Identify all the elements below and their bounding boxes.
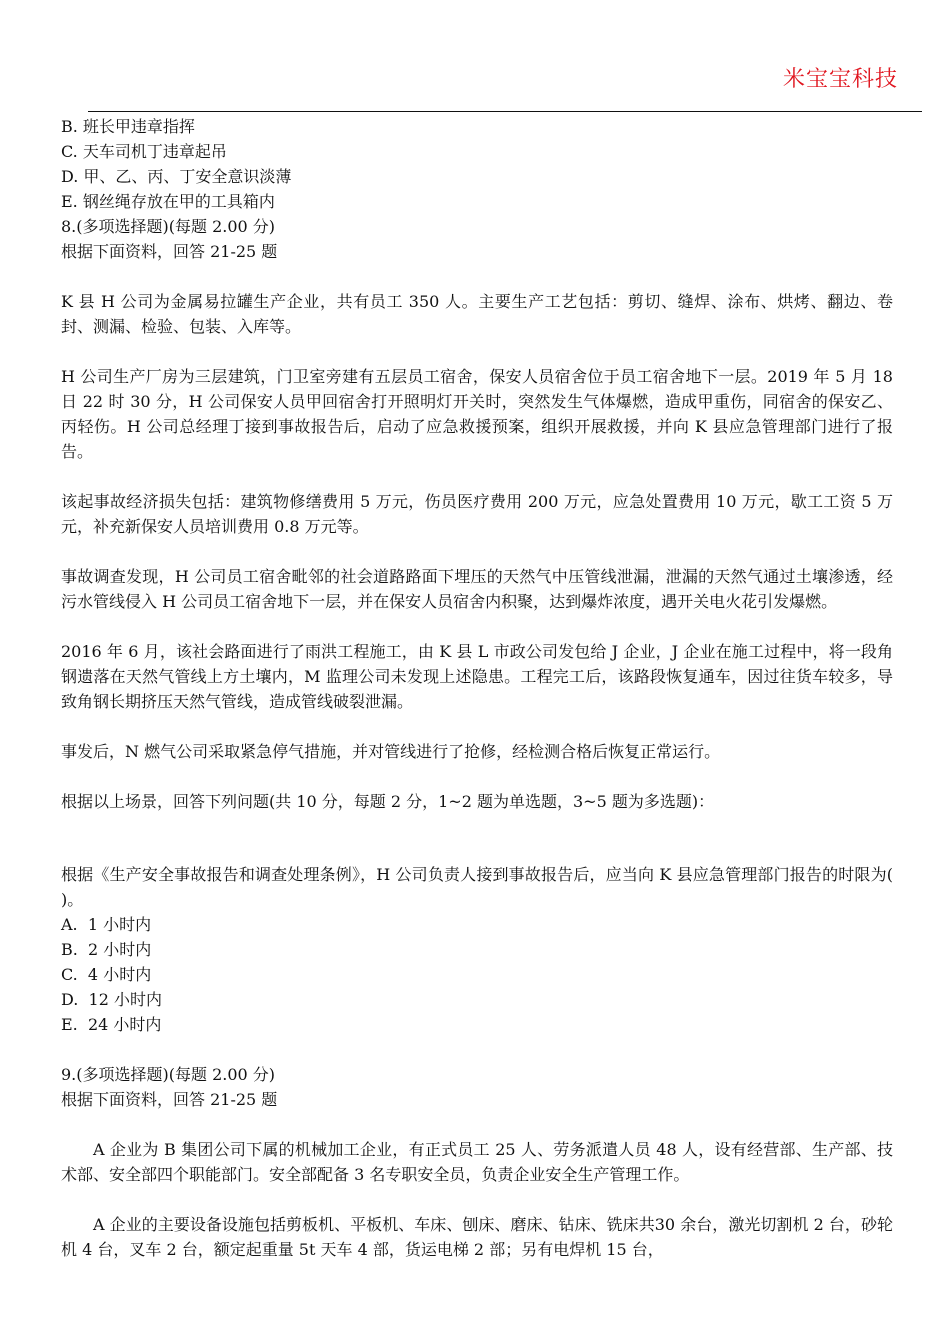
case-paragraph: 事故调查发现，H 公司员工宿舍毗邻的社会道路路面下埋压的天然气中压管线泄漏，泄漏的天然气通过土壤渗透，经污水管线侵入 H 公司员工宿舍地下一层，并在保安人员宿舍内积聚，达到爆炸浓度，遇开关电火花引发爆燃。 — [61, 567, 893, 611]
option-d: D. 12 小时内 — [61, 990, 162, 1009]
document-body — [61, 114, 893, 1262]
instructions: 根据以上场景，回答下列问题(共 10 分，每题 2 分，1~2 题为单选题，3~5 题为多选题)： — [61, 792, 715, 811]
brand-logo: 米宝宝科技 — [782, 67, 898, 92]
option-c: C. 4 小时内 — [61, 965, 152, 984]
option-a: A. 1 小时内 — [61, 915, 152, 934]
question-intro: 根据下面资料，回答 21-25 题 — [61, 1090, 278, 1109]
question-8 — [61, 214, 893, 1037]
q7-options — [61, 114, 893, 214]
case-paragraph: A 企业为 B 集团公司下属的机械加工企业，有正式员工 25 人、劳务派遣人员 48 人，设有经营部、生产部、技术部、安全部四个职能部门。安全部配备 3 名专职安全员，负责企业安全生产管理工作。 — [61, 1140, 893, 1184]
option-e: E. 24 小时内 — [61, 1015, 162, 1034]
case-paragraph: 该起事故经济损失包括：建筑物修缮费用 5 万元，伤员医疗费用 200 万元，应急处置费用 10 万元，歇工工资 5 万元，补充新保安人员培训费用 0.8 万元等。 — [61, 492, 893, 536]
case-paragraph: 事发后，N 燃气公司采取紧急停气措施，并对管线进行了抢修，经检测合格后恢复正常运行。 — [61, 742, 721, 761]
case-paragraph: K 县 H 公司为金属易拉罐生产企业，共有员工 350 人。主要生产工艺包括：剪切、缝焊、涂布、烘烤、翻边、卷封、测漏、检验、包装、入库等。 — [61, 292, 893, 336]
question-title: 9.(多项选择题)(每题 2.00 分) — [61, 1065, 276, 1084]
case-paragraph: A 企业的主要设备设施包括剪板机、平板机、车床、刨床、磨床、钻床、铣床共30 余台，激光切割机 2 台，砂轮机 4 台，叉车 2 台，额定起重量 5t 天车 4 部，货运电梯 2 部；另有电焊机 15 台， — [61, 1215, 893, 1259]
option-b: B. 班长甲违章指挥 — [61, 117, 195, 136]
header-rule — [88, 111, 922, 112]
option-e: E. 钢丝绳存放在甲的工具箱内 — [61, 192, 275, 211]
question-9 — [61, 1062, 893, 1262]
question-title: 8.(多项选择题)(每题 2.00 分) — [61, 217, 276, 236]
option-c: C. 天车司机丁违章起吊 — [61, 142, 227, 161]
option-b: B. 2 小时内 — [61, 940, 152, 959]
question-intro: 根据下面资料，回答 21-25 题 — [61, 242, 278, 261]
case-paragraph: 2016 年 6 月，该社会路面进行了雨洪工程施工，由 K 县 L 市政公司发包给 J 企业，J 企业在施工过程中，将一段角钢遗落在天然气管线上方土壤内，M 监理公司未发现上述隐患。工程完工后，该路段恢复通车，因过往货车较多，导致角钢长期挤压天然气管线，造成管线破裂泄漏。 — [61, 642, 893, 711]
case-paragraph: H 公司生产厂房为三层建筑，门卫室旁建有五层员工宿舍，保安人员宿舍位于员工宿舍地下一层。2019 年 5 月 18 日 22 时 30 分，H 公司保安人员甲回宿舍打开照明灯开关时，突然发生气体爆燃，造成甲重伤，同宿舍的保安乙、丙轻伤。H 公司总经理丁接到事故报告后，启动了应急救援预案，组织开展救援，并向 K 县应急管理部门进行了报告。 — [61, 367, 893, 461]
question-text: 根据《生产安全事故报告和调查处理条例》，H 公司负责人接到事故报告后，应当向 K 县应急管理部门报告的时限为( )。 — [61, 865, 893, 909]
option-d: D. 甲、乙、丙、丁安全意识淡薄 — [61, 167, 292, 186]
